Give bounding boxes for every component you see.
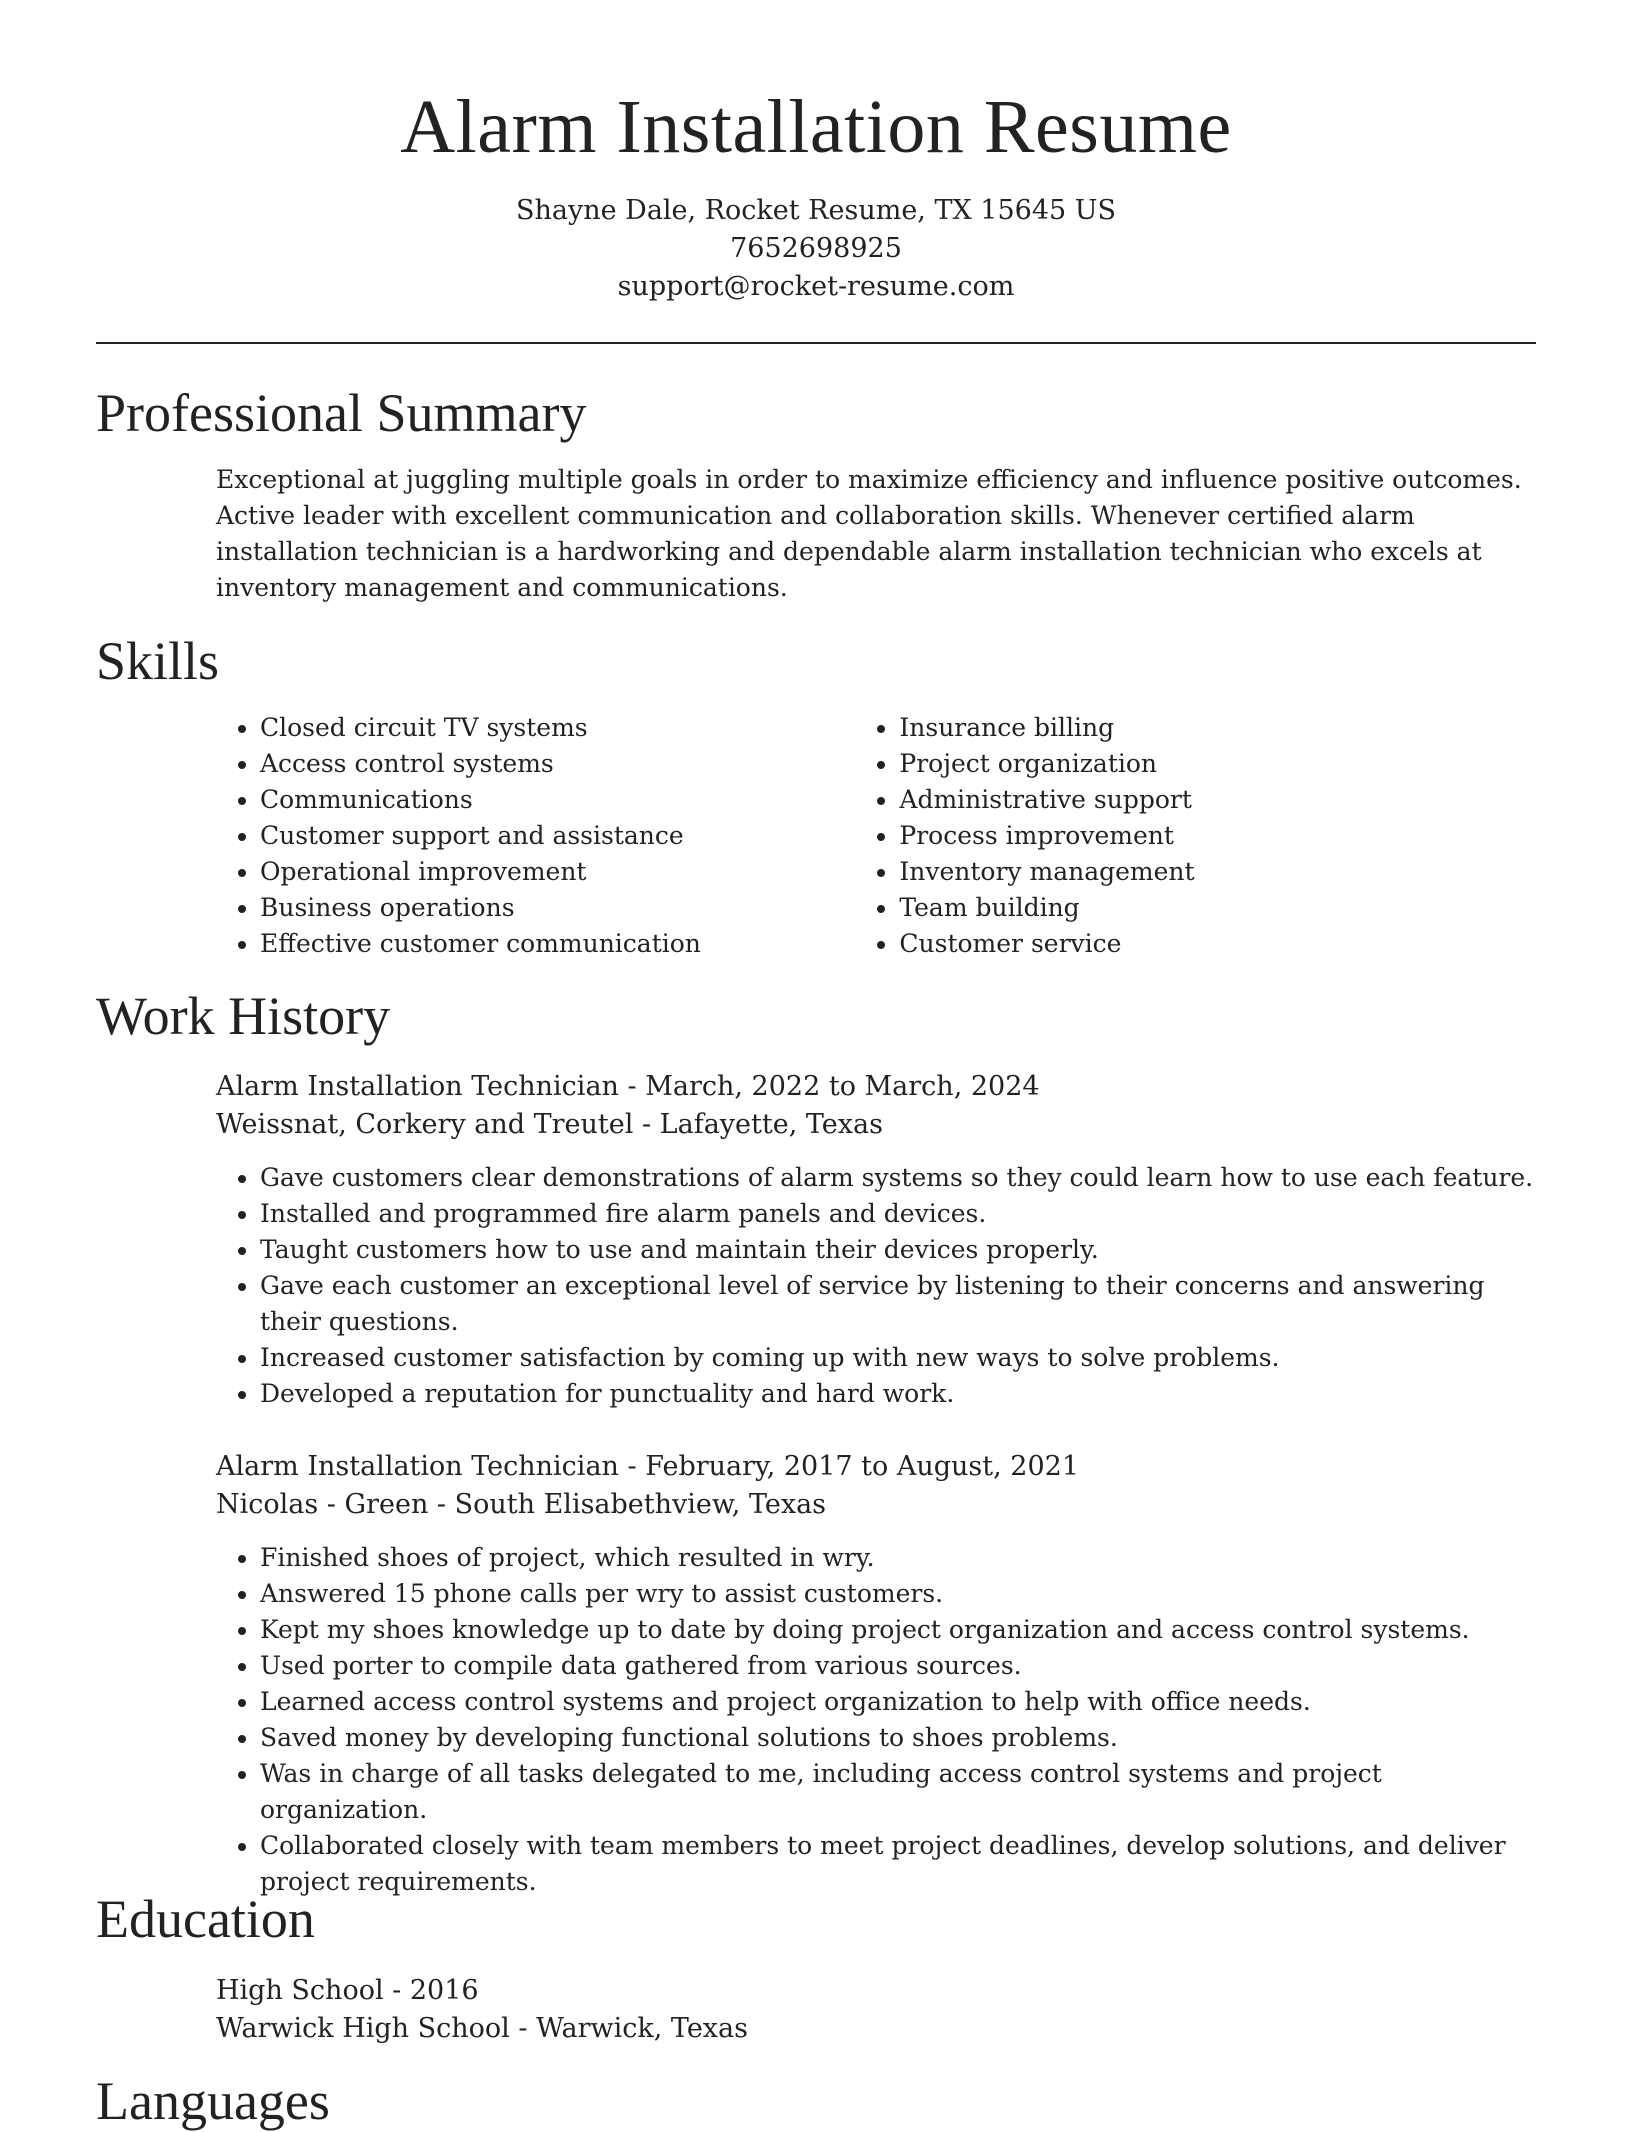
skill-item: • Business operations [260, 890, 855, 926]
skill-item: • Communications [260, 782, 855, 818]
job-bullet: • Gave customers clear demonstrations of alarm systems so they could learn how to use each feature. [260, 1160, 1538, 1196]
skills-column-left [216, 710, 855, 962]
job-dates: - March, 2022 to March, 2024 [618, 1071, 1040, 1102]
contact-block [96, 192, 1536, 306]
education-school-line [216, 2010, 1538, 2048]
job-company-line [216, 1486, 1538, 1524]
contact-address: Shayne Dale, Rocket Resume, TX 15645 US [515, 195, 1117, 226]
education-location: - Warwick, Texas [509, 2013, 748, 2044]
skill-item: • Effective customer communication [260, 926, 855, 962]
skill-item: • Customer service [899, 926, 1538, 962]
job-bullets [216, 1540, 1538, 1900]
job-location: - Lafayette, Texas [633, 1109, 883, 1140]
skill-item: • Inventory management [899, 854, 1538, 890]
job-bullet: • Installed and programmed fire alarm panels and devices. [260, 1196, 1538, 1232]
job-bullet: • Used porter to compile data gathered from various sources. [260, 1648, 1538, 1684]
job-bullet: • Collaborated closely with team members to meet project deadlines, develop solutions, and deliver project requirements. [260, 1828, 1538, 1900]
job-title: Alarm Installation Technician [216, 1451, 619, 1482]
job-bullet: • Developed a reputation for punctuality and hard work. [260, 1376, 1538, 1412]
education-year: - 2016 [383, 1975, 479, 2006]
job-dates: - February, 2017 to August, 2021 [618, 1451, 1080, 1482]
header-divider [96, 342, 1536, 344]
job-bullets [216, 1160, 1538, 1412]
skills-column-right [855, 710, 1538, 962]
skill-item: • Team building [899, 890, 1538, 926]
job-bullet: • Was in charge of all tasks delegated to me, including access control systems and project organization. [260, 1756, 1538, 1828]
summary-text: Exceptional at juggling multiple goals in order to maximize efficiency and influence positive outcomes. Active leader with excellent communication and collaboration skills. Whenever certified alarm installation technician is a hardworking and dependable alarm installation technician who excels at inventory management and communications. [216, 465, 1522, 602]
job-entry [216, 1448, 1538, 1900]
job-title-line [216, 1448, 1538, 1486]
work-history-heading: Work History [96, 986, 391, 1046]
job-bullet: • Gave each customer an exceptional level of service by listening to their concerns and answering their questions. [260, 1268, 1538, 1340]
job-company: Nicolas - Green [216, 1489, 429, 1520]
job-bullet: • Taught customers how to use and maintain their devices properly. [260, 1232, 1538, 1268]
job-company-line [216, 1106, 1538, 1144]
skill-item: • Operational improvement [260, 854, 855, 890]
skills-list [216, 710, 1538, 962]
job-title-line [216, 1068, 1538, 1106]
summary-heading: Professional Summary [96, 383, 587, 443]
job-bullet: • Answered 15 phone calls per wry to assist customers. [260, 1576, 1538, 1612]
contact-email: support@rocket-resume.com [617, 271, 1015, 302]
job-bullet: • Kept my shoes knowledge up to date by doing project organization and access control systems. [260, 1612, 1538, 1648]
skill-item: • Project organization [899, 746, 1538, 782]
job-company: Weissnat, Corkery and Treutel [216, 1109, 634, 1140]
job-location: - South Elisabethview, Texas [428, 1489, 827, 1520]
job-entry [216, 1068, 1538, 1412]
job-bullet: • Saved money by developing functional solutions to shoes problems. [260, 1720, 1538, 1756]
education-degree-line [216, 1972, 1538, 2010]
skill-item: • Closed circuit TV systems [260, 710, 855, 746]
skill-item: • Process improvement [899, 818, 1538, 854]
education-entry [216, 1972, 1538, 2048]
education-heading: Education [96, 1889, 315, 1949]
skill-item: • Administrative support [899, 782, 1538, 818]
job-bullet: • Learned access control systems and project organization to help with office needs. [260, 1684, 1538, 1720]
skill-item: • Customer support and assistance [260, 818, 855, 854]
contact-phone: 7652698925 [730, 233, 902, 264]
job-bullet: • Increased customer satisfaction by coming up with new ways to solve problems. [260, 1340, 1538, 1376]
skill-item: • Insurance billing [899, 710, 1538, 746]
job-title: Alarm Installation Technician [216, 1071, 619, 1102]
resume-title: Alarm Installation Resume [400, 85, 1232, 169]
skill-item: • Access control systems [260, 746, 855, 782]
languages-heading: Languages [96, 2071, 330, 2131]
job-bullet: • Finished shoes of project, which resulted in wry. [260, 1540, 1538, 1576]
education-degree: High School [216, 1975, 384, 2006]
skills-heading: Skills [96, 631, 220, 691]
education-school: Warwick High School [216, 2013, 510, 2044]
